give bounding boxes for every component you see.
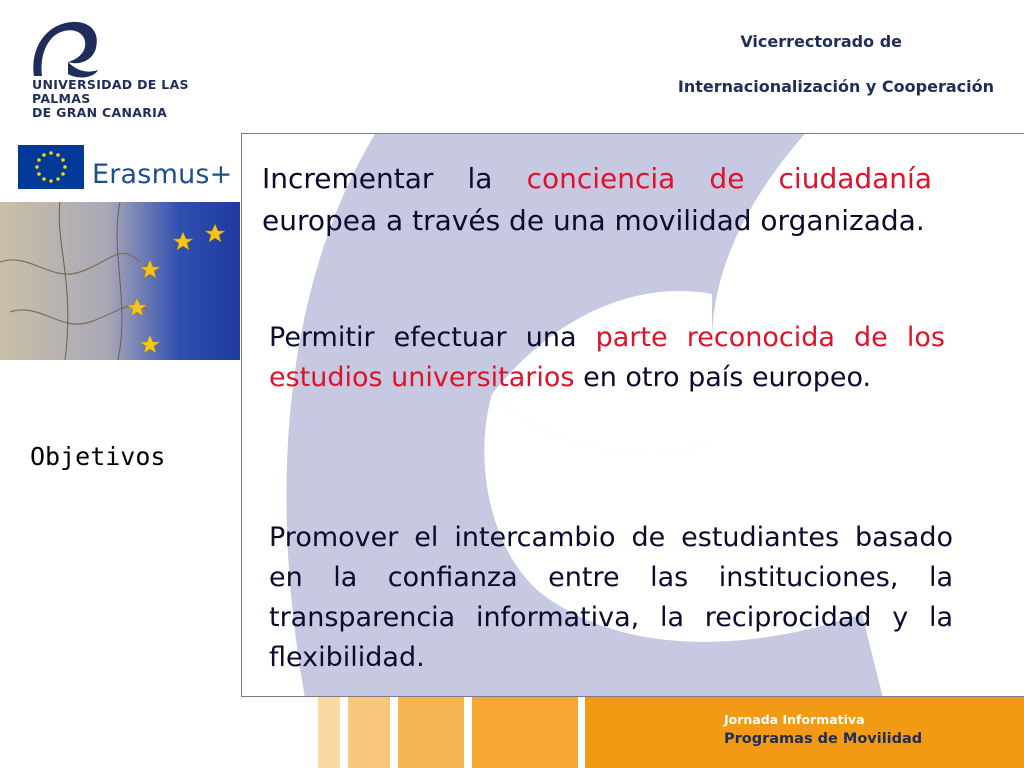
europe-map-stars-image [0,202,240,360]
content-panel [241,133,1024,697]
footer-program-title: Programas de Movilidad [724,731,923,747]
objective-2-text-end: en otro país europeo. [574,362,872,393]
objective-1-text-end: europea a través de una movilidad organizada. [262,204,925,237]
vice-rectorate-line1: Vicerrectorado de [740,32,902,51]
ulpgc-mark-icon [24,18,104,80]
erasmus-wordmark: Erasmus+ [92,159,233,190]
eu-flag-icon [18,145,84,189]
objective-1-highlight: conciencia de ciudadanía [526,162,932,195]
university-logo [24,18,239,120]
objective-paragraph-1 [262,158,932,242]
university-name-line2: DE GRAN CANARIA [32,105,168,120]
objective-paragraph-3: Promover el intercambio de estudiantes basado en la confianza entre las instituciones, la transparencia informativa, la reciprocidad y la flexibilidad. [269,522,953,673]
objective-2-highlight: parte reconocida de los estudios universitarios [269,322,946,393]
objective-2-text: Permitir efectuar una [269,322,596,353]
section-label: Objetivos [30,442,166,471]
vice-rectorate-line2: Internacionalización y Cooperación [677,77,994,96]
erasmus-logo [18,145,240,190]
footer-event-title: Jornada Informativa [724,712,865,727]
objective-1-text: Incrementar la [262,162,527,195]
university-name-line1: UNIVERSIDAD DE LAS PALMAS [32,77,189,106]
objective-paragraph-2 [269,318,945,398]
